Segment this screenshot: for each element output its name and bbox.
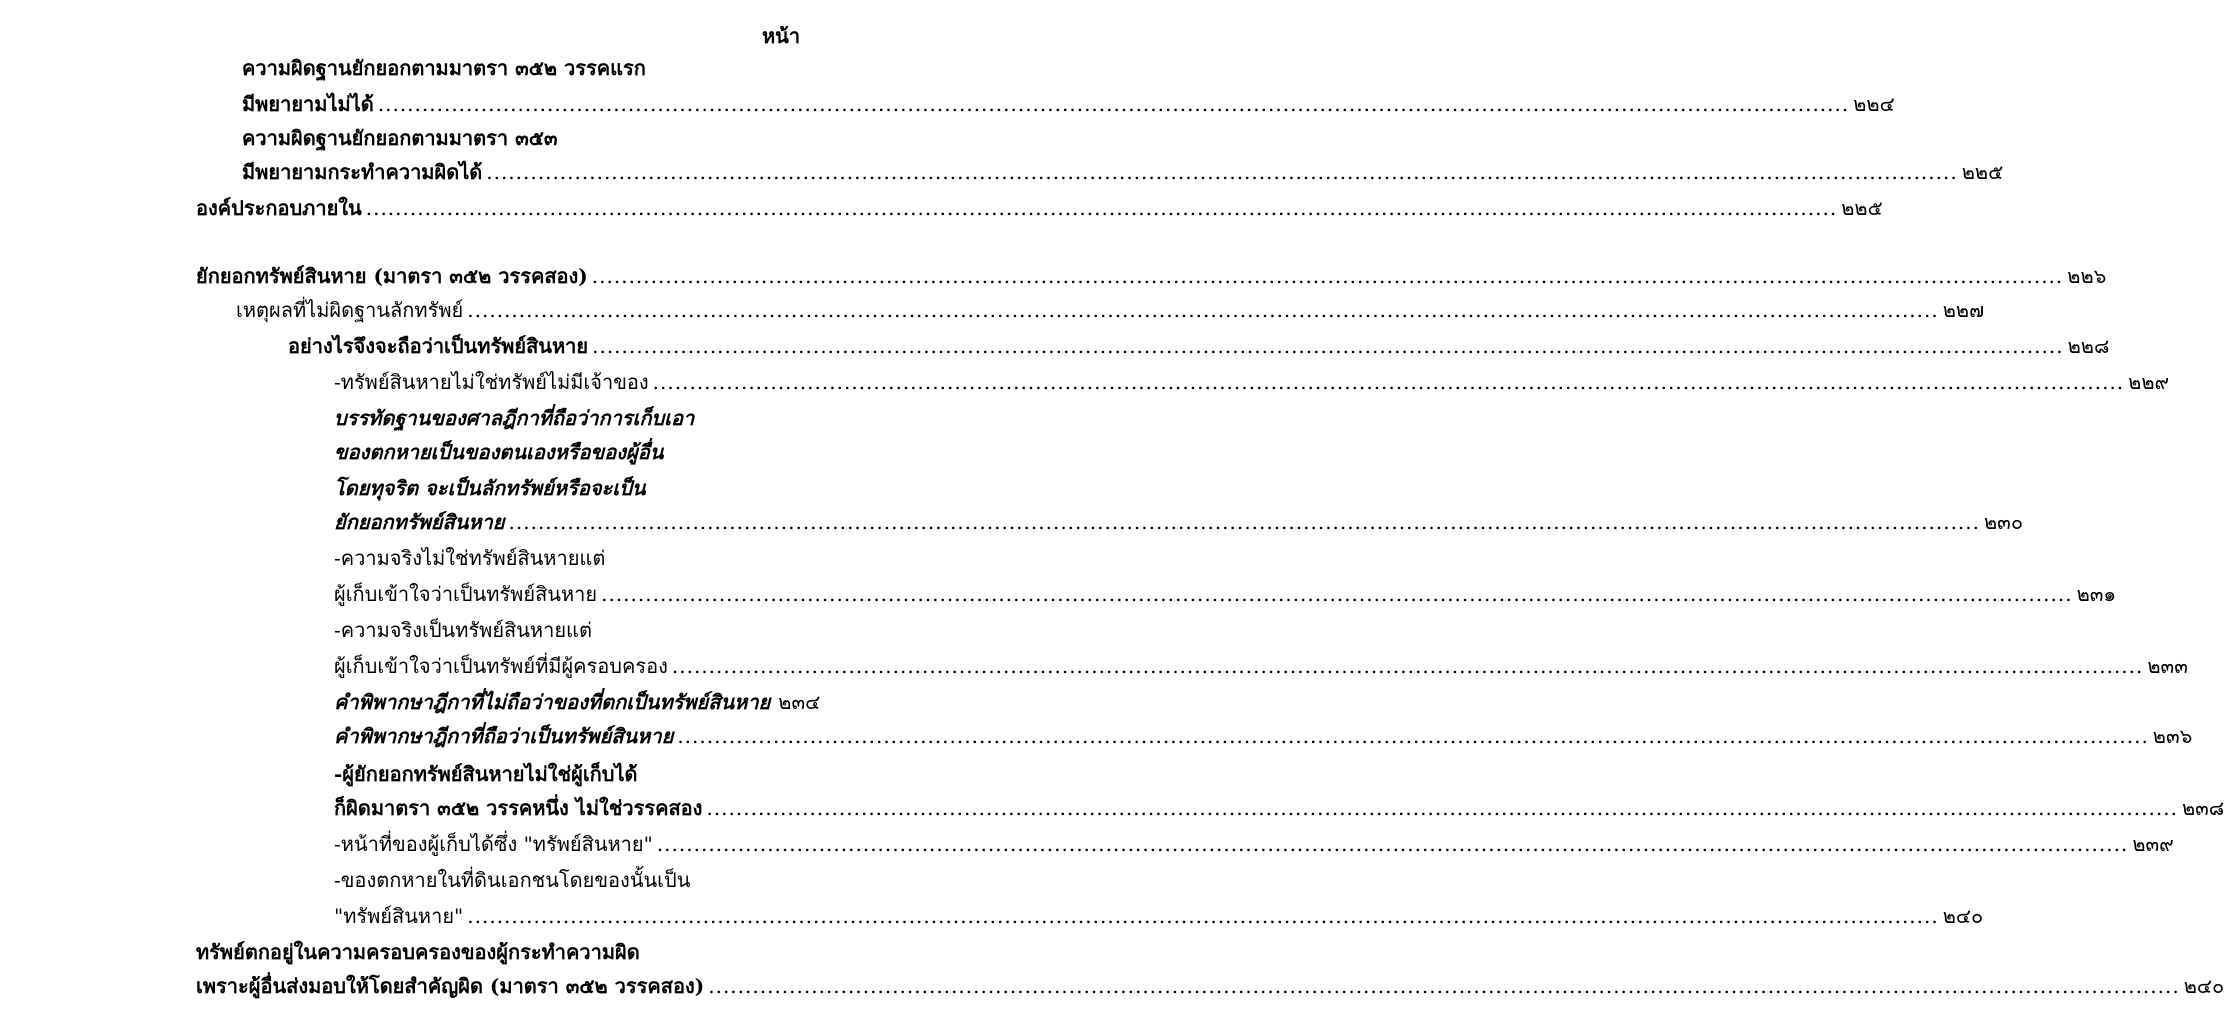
toc-entry (196, 932, 806, 966)
toc-entry (288, 326, 2110, 360)
leader-dots: ........................................................................................................................................................................................................ (467, 904, 1939, 928)
toc-entry (334, 468, 806, 502)
toc-entry (242, 152, 2004, 186)
toc-entry (334, 682, 821, 716)
entry-text: ยักยอกทรัพย์สินหาย (334, 510, 505, 534)
toc-entry (334, 574, 2117, 608)
leader-dots: ........................................................................................................................................................................................................ (486, 160, 1958, 184)
entry-text: ความผิดฐานยักยอกตามมาตรา ๓๕๓ (242, 126, 558, 150)
entry-page: ๒๒๖ (2067, 264, 2107, 288)
entry-text: ยักยอกทรัพย์สินหาย (มาตรา ๓๕๒ วรรคสอง) (196, 264, 588, 288)
toc-entry (334, 716, 2193, 750)
leader-dots: ........................................................................................................................................................................................................ (706, 796, 2178, 820)
entry-text: -ความจริงเป็นทรัพย์สินหายแต่ (334, 618, 592, 642)
entry-text: -ของตกหายในที่ดินเอกชนโดยของนั้นเป็น (334, 868, 691, 892)
entry-page: ๒๓๑ (2076, 582, 2117, 606)
entry-text: -ทรัพย์สินหายไม่ใช่ทรัพย์ไม่มีเจ้าของ (334, 370, 649, 394)
toc-entry (334, 398, 806, 432)
leader-dots: ........................................................................................................................................................................................................ (377, 92, 1850, 116)
entry-text: ก็ผิดมาตรา ๓๕๒ วรรคหนึ่ง ไม่ใช่วรรคสอง (334, 796, 703, 820)
toc-entry (242, 84, 1895, 118)
toc-entry (196, 966, 2224, 1000)
leader-dots: ........................................................................................................................................................................................................ (508, 510, 1980, 534)
toc-entry (334, 896, 1984, 930)
leader-dots: ........................................................................................................................................................................................................ (671, 654, 2144, 678)
leader-dots: ........................................................................................................................................................................................................ (677, 724, 2149, 748)
entry-text: ผู้เก็บเข้าใจว่าเป็นทรัพย์ที่มีผู้ครอบครอง (334, 654, 668, 678)
leader-dots: ........................................................................................................................................................................................................ (365, 196, 1838, 220)
toc-entry (334, 824, 2174, 858)
entry-text: อย่างไรจึงจะถือว่าเป็นทรัพย์สินหาย (288, 334, 589, 358)
page-column-header: หน้า (762, 24, 801, 48)
entry-text: ความผิดฐานยักยอกตามมาตรา ๓๕๒ วรรคแรก (242, 56, 646, 80)
entry-text: -ผู้ยักยอกทรัพย์สินหายไม่ใช่ผู้เก็บได้ (334, 762, 638, 786)
entry-page: ๒๓๙ (2132, 832, 2174, 856)
leader-dots: ........................................................................................................................................................................................................ (591, 264, 2064, 288)
entry-text: ผู้เก็บเข้าใจว่าเป็นทรัพย์สินหาย (334, 582, 598, 606)
entry-page: ๒๓๐ (1984, 510, 2024, 534)
entry-text: องค์ประกอบภายใน (196, 196, 362, 220)
entry-text: เพราะผู้อื่นส่งมอบให้โดยสำคัญผิด (มาตรา ๓๕๒ วรรคสอง) (196, 974, 705, 998)
entry-text: มีพยายามกระทำความผิดได้ (242, 160, 483, 184)
leader-dots: ........................................................................................................................................................................................................ (601, 582, 2073, 606)
leader-dots: ........................................................................................................................................................................................................ (652, 370, 2125, 394)
entry-text: ของตกหายเป็นของตนเองหรือของผู้อื่น (334, 440, 664, 464)
toc-entry (196, 256, 2107, 290)
toc-entry (242, 48, 806, 82)
toc-entry (242, 118, 806, 152)
entry-text: "ทรัพย์สินหาย" (334, 904, 464, 928)
entry-text: -หน้าที่ของผู้เก็บได้ซึ่ง "ทรัพย์สินหาย" (334, 832, 653, 856)
entry-page: ๒๒๕ (1961, 160, 2004, 184)
entry-page: ๒๒๔ (1853, 92, 1895, 116)
toc-entry (334, 362, 2170, 396)
entry-text: มีพยายามไม่ได้ (242, 92, 374, 116)
entry-page: ๒๔๐ (1942, 904, 1984, 928)
entry-text: คำพิพากษาฎีกาที่ไม่ถือว่าของที่ตกเป็นทรัพย์สินหาย (334, 690, 771, 714)
entry-text: โดยทุจริต จะเป็นลักทรัพย์หรือจะเป็น (334, 476, 646, 500)
leader-dots: ........................................................................................................................................................................................................ (708, 974, 2180, 998)
entry-page: ๒๓๘ (2181, 796, 2224, 820)
toc-entry (334, 788, 2224, 822)
entry-page: ๒๓๓ (2147, 654, 2188, 678)
entry-text: เหตุผลที่ไม่ผิดฐานลักทรัพย์ (236, 298, 464, 322)
entry-page: ๒๒๗ (1942, 298, 1985, 322)
toc-entry (334, 646, 2188, 680)
entry-page: ๒๓๔ (778, 690, 821, 714)
entry-text: -ความจริงไม่ใช่ทรัพย์สินหายแต่ (334, 546, 606, 570)
entry-page: ๒๓๖ (2152, 724, 2193, 748)
toc-entry (334, 610, 806, 644)
entry-text: บรรทัดฐานของศาลฎีกาที่ถือว่าการเก็บเอา (334, 406, 695, 430)
toc-entry (334, 432, 806, 466)
toc-entry (334, 502, 2024, 536)
toc-entry (334, 754, 806, 788)
leader-dots: ........................................................................................................................................................................................................ (592, 334, 2064, 358)
entry-text: ทรัพย์ตกอยู่ในความครอบครองของผู้กระทำความผิด (196, 940, 640, 964)
leader-dots: ........................................................................................................................................................................................................ (656, 832, 2129, 856)
leader-dots: ........................................................................................................................................................................................................ (467, 298, 1939, 322)
toc-entry (236, 290, 1985, 324)
toc-entry (196, 188, 1883, 222)
entry-page: ๒๒๘ (2067, 334, 2110, 358)
toc-entry (334, 538, 806, 572)
entry-page: ๒๔๐ (2183, 974, 2224, 998)
entry-page: ๒๒๙ (2128, 370, 2170, 394)
entry-text: คำพิพากษาฎีกาที่ถือว่าเป็นทรัพย์สินหาย (334, 724, 674, 748)
toc-entry (334, 860, 806, 894)
entry-page: ๒๒๕ (1841, 196, 1883, 220)
